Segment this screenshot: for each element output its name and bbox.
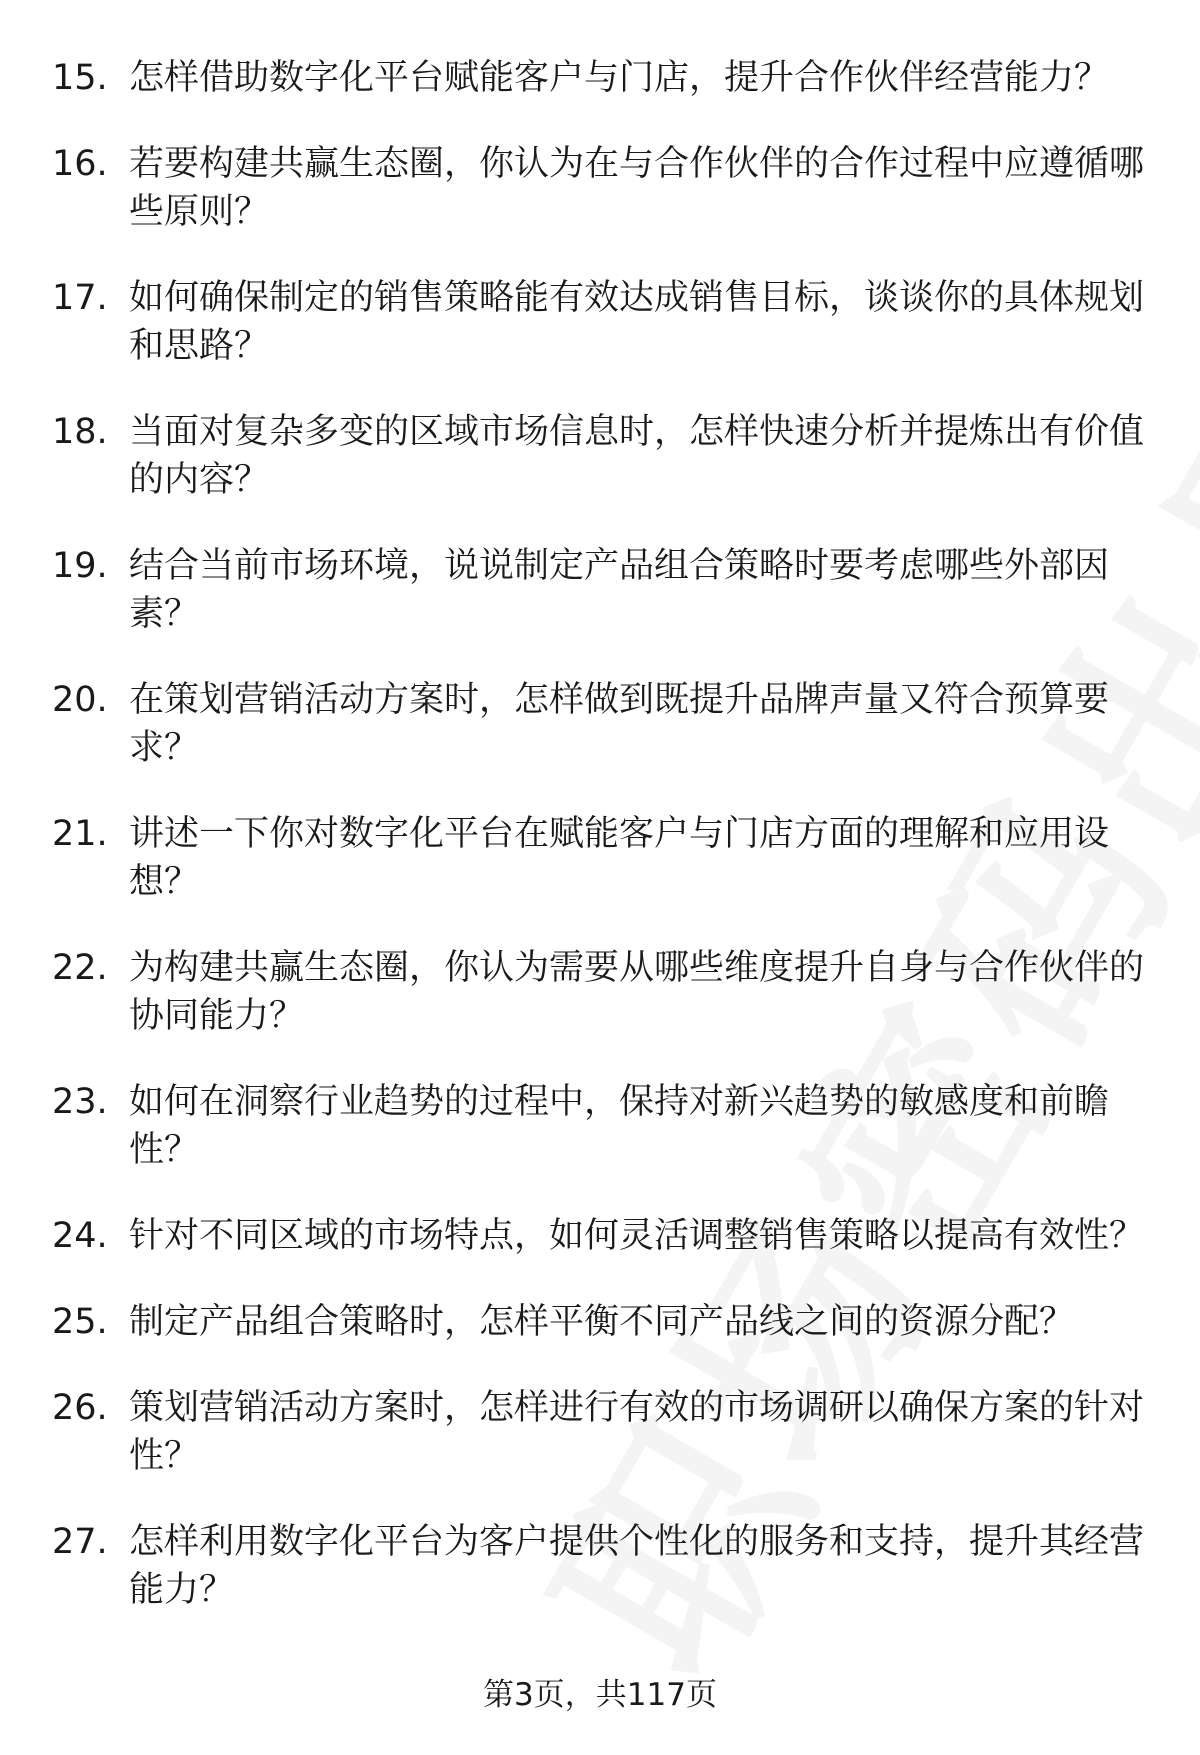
question-item — [52, 408, 1152, 504]
question-text: 针对不同区域的市场特点，如何灵活调整销售策略以提高有效性？ — [129, 1216, 1145, 1256]
question-item — [52, 54, 1152, 102]
question-number: 15. — [52, 58, 108, 98]
question-item — [52, 1212, 1152, 1260]
question-number: 18. — [52, 412, 108, 452]
question-text: 怎样借助数字化平台赋能客户与门店，提升合作伙伴经营能力？ — [129, 58, 1110, 98]
question-text: 策划营销活动方案时，怎样进行有效的市场调研以确保方案的针对性？ — [129, 1388, 1145, 1476]
question-list — [0, 54, 1200, 1614]
question-number: 21. — [52, 814, 108, 854]
question-number: 27. — [52, 1522, 108, 1562]
question-item — [52, 274, 1152, 370]
question-number: 20. — [52, 680, 108, 720]
question-number: 16. — [52, 144, 108, 184]
question-text: 怎样利用数字化平台为客户提供个性化的服务和支持，提升其经营能力？ — [129, 1522, 1145, 1610]
question-number: 22. — [52, 948, 108, 988]
question-text: 当面对复杂多变的区域市场信息时，怎样快速分析并提炼出有价值的内容？ — [129, 412, 1145, 500]
question-text: 若要构建共赢生态圈，你认为在与合作伙伴的合作过程中应遵循哪些原则？ — [129, 144, 1145, 232]
question-text: 如何在洞察行业趋势的过程中，保持对新兴趋势的敏感度和前瞻性？ — [129, 1082, 1110, 1170]
question-item — [52, 140, 1152, 236]
question-item — [52, 1078, 1152, 1174]
question-item — [52, 810, 1152, 906]
page-number-label: 第3页，共117页 — [483, 1677, 717, 1713]
question-item — [52, 1298, 1152, 1346]
question-text: 如何确保制定的销售策略能有效达成销售目标，谈谈你的具体规划和思路？ — [129, 278, 1145, 366]
question-text: 讲述一下你对数字化平台在赋能客户与门店方面的理解和应用设想？ — [129, 814, 1110, 902]
question-item — [52, 542, 1152, 638]
question-number: 25. — [52, 1302, 108, 1342]
question-number: 17. — [52, 278, 108, 318]
question-text: 制定产品组合策略时，怎样平衡不同产品线之间的资源分配？ — [129, 1302, 1075, 1342]
question-item — [52, 676, 1152, 772]
question-number: 24. — [52, 1216, 108, 1256]
question-number: 23. — [52, 1082, 108, 1122]
question-item — [52, 1384, 1152, 1480]
question-text: 为构建共赢生态圈，你认为需要从哪些维度提升自身与合作伙伴的协同能力？ — [129, 948, 1145, 1036]
question-text: 结合当前市场环境，说说制定产品组合策略时要考虑哪些外部因素？ — [129, 546, 1110, 634]
question-item — [52, 1518, 1152, 1614]
question-text: 在策划营销活动方案时，怎样做到既提升品牌声量又符合预算要求？ — [129, 680, 1110, 768]
question-number: 26. — [52, 1388, 108, 1428]
page-footer — [0, 1675, 1200, 1715]
question-item — [52, 944, 1152, 1040]
question-number: 19. — [52, 546, 108, 586]
